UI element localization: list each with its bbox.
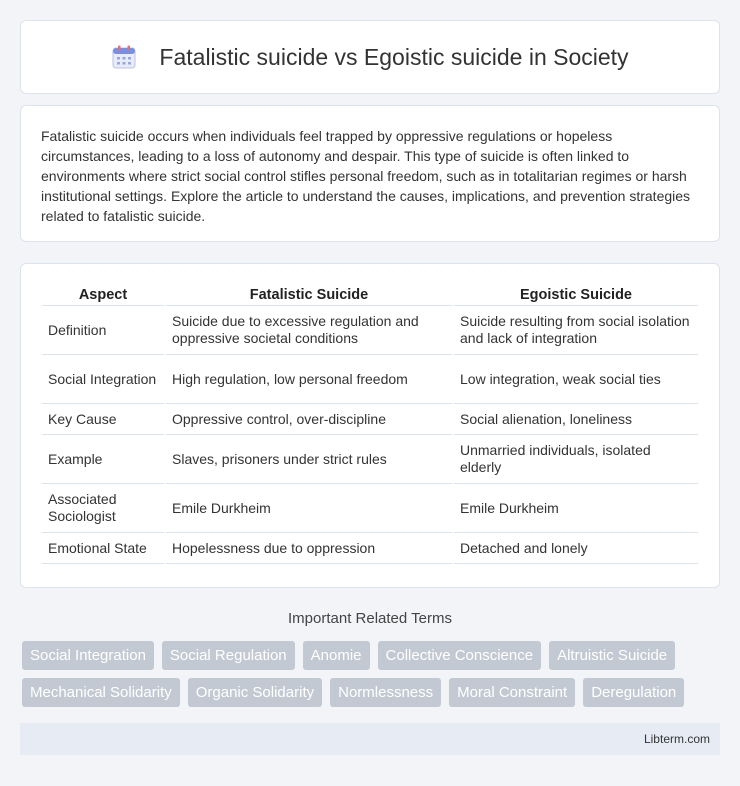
- table-header-row: [42, 284, 698, 306]
- tag-row: [22, 678, 722, 707]
- tag-collective-conscience[interactable]: Collective Conscience: [378, 641, 542, 670]
- comparison-table: [42, 284, 698, 564]
- table-cell: Key Cause: [42, 404, 165, 435]
- intro-paragraph: Fatalistic suicide occurs when individuals feel trapped by oppressive regulations or hopeless circumstances, leading to a loss of autonomy and despair. This type of suicide is often linked to environments where strict social control stifles personal freedom, such as in totalitarian regimes or harsh institutional settings. Explore the article to understand the causes, implications, and prevention strategies related to fatalistic suicide.: [41, 128, 691, 224]
- tag-deregulation[interactable]: Deregulation: [583, 678, 684, 707]
- tag-altruistic-suicide[interactable]: Altruistic Suicide: [549, 641, 675, 670]
- table-cell: Unmarried individuals, isolated elderly: [453, 435, 698, 484]
- table-cell: Emile Durkheim: [453, 484, 698, 533]
- related-terms-title: Important Related Terms: [288, 610, 452, 627]
- page-title: Fatalistic suicide vs Egoistic suicide in Society: [159, 43, 629, 70]
- tag-social-regulation[interactable]: Social Regulation: [162, 641, 295, 670]
- footer: [20, 723, 720, 755]
- column-header-fatalistic: Fatalistic Suicide: [165, 284, 453, 306]
- comparison-card: [20, 263, 720, 588]
- table-cell: Detached and lonely: [453, 533, 698, 564]
- table-cell: Hopelessness due to oppression: [165, 533, 453, 564]
- calendar-icon: [111, 44, 137, 70]
- tag-organic-solidarity[interactable]: Organic Solidarity: [188, 678, 322, 707]
- tag-mechanical-solidarity[interactable]: Mechanical Solidarity: [22, 678, 180, 707]
- table-row: [42, 306, 698, 355]
- table-cell: Example: [42, 435, 165, 484]
- table-row: [42, 355, 698, 404]
- tag-normlessness[interactable]: Normlessness: [330, 678, 441, 707]
- table-row: [42, 435, 698, 484]
- table-cell: Suicide due to excessive regulation and oppressive societal conditions: [165, 306, 453, 355]
- table-row: [42, 404, 698, 435]
- table-cell: High regulation, low personal freedom: [165, 355, 453, 404]
- tag-row: [22, 641, 722, 670]
- table-cell: Oppressive control, over-discipline: [165, 404, 453, 435]
- table-cell: Definition: [42, 306, 165, 355]
- intro-card: [20, 105, 720, 242]
- title-card: [20, 20, 720, 94]
- table-cell: Slaves, prisoners under strict rules: [165, 435, 453, 484]
- table-cell: Low integration, weak social ties: [453, 355, 698, 404]
- tag-moral-constraint[interactable]: Moral Constraint: [449, 678, 575, 707]
- tag-anomie[interactable]: Anomie: [303, 641, 370, 670]
- tag-social-integration[interactable]: Social Integration: [22, 641, 154, 670]
- column-header-aspect: Aspect: [42, 284, 165, 306]
- table-cell: Emile Durkheim: [165, 484, 453, 533]
- table-cell: Social alienation, loneliness: [453, 404, 698, 435]
- table-row: [42, 484, 698, 533]
- table-cell: Emotional State: [42, 533, 165, 564]
- table-cell: Associated Sociologist: [42, 484, 165, 533]
- column-header-egoistic: Egoistic Suicide: [453, 284, 698, 306]
- table-cell: Suicide resulting from social isolation and lack of integration: [453, 306, 698, 355]
- footer-site-link[interactable]: Libterm.com: [643, 732, 710, 746]
- table-row: [42, 533, 698, 564]
- table-cell: Social Integration: [42, 355, 165, 404]
- related-terms-tags: [22, 641, 722, 715]
